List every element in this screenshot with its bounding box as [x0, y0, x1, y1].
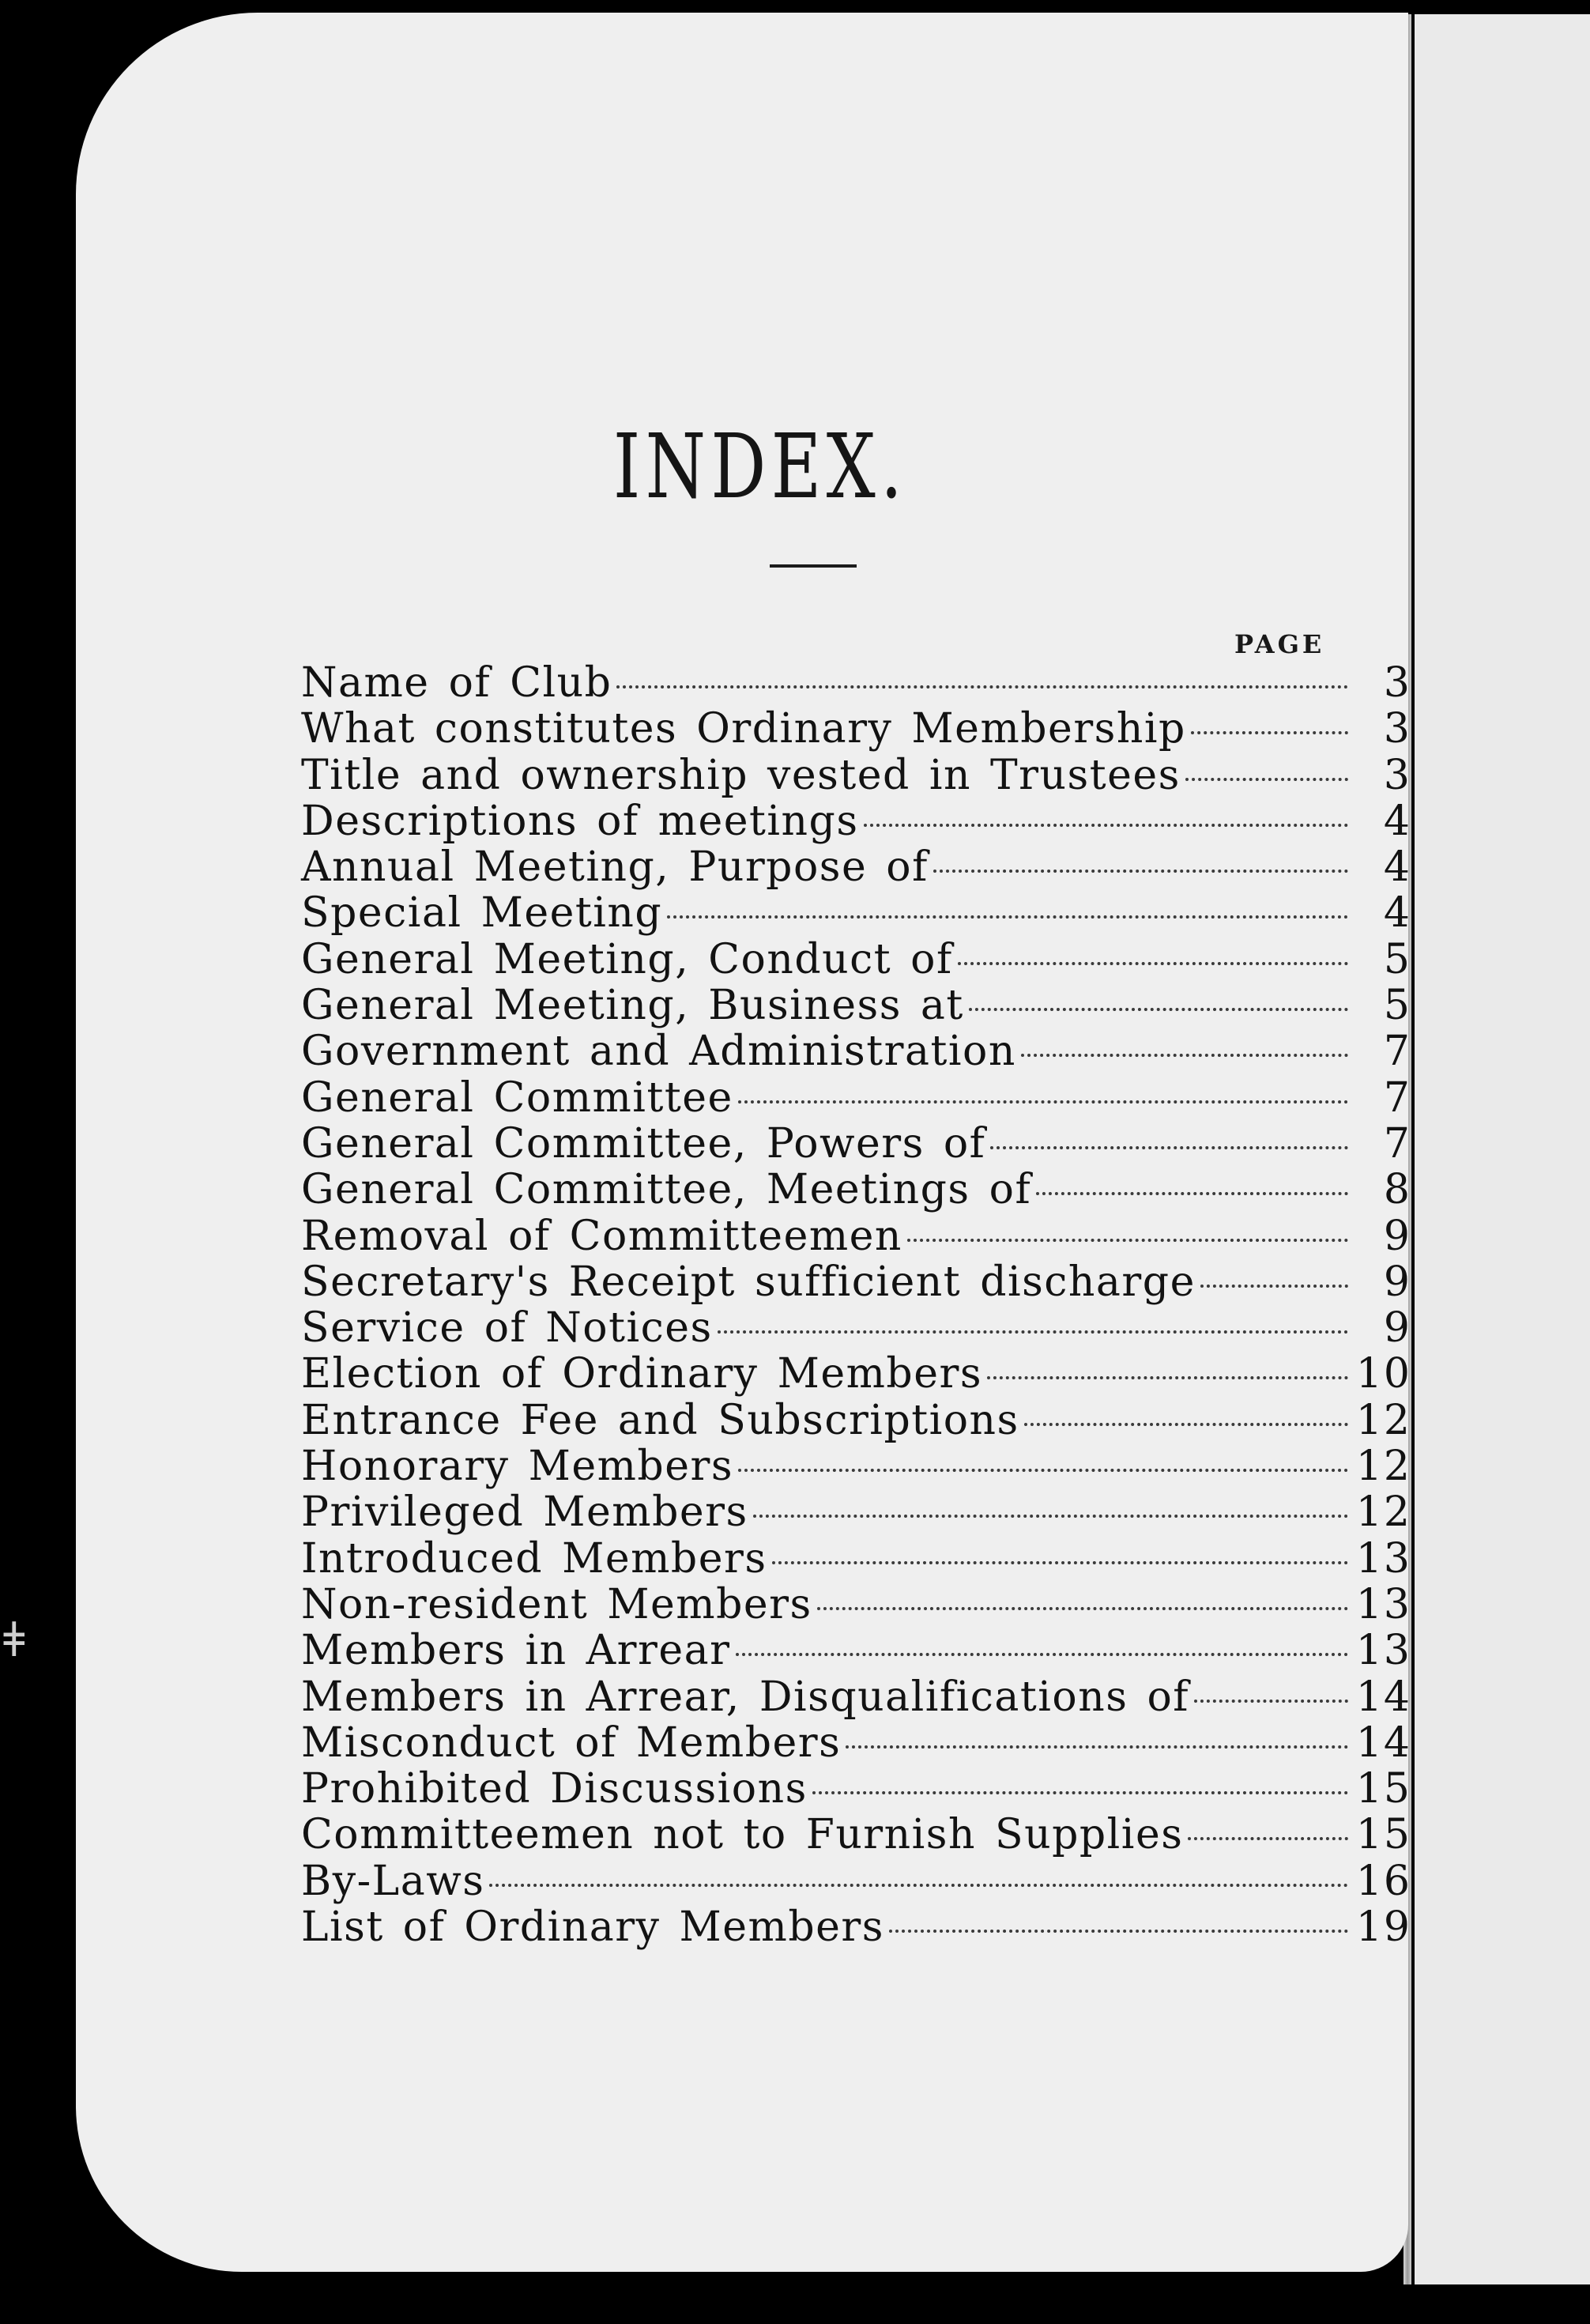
index-entry-label: General Meeting, Conduct of: [301, 935, 953, 983]
dot-leader: [1021, 1054, 1348, 1057]
dot-leader: [846, 1745, 1348, 1749]
index-entry-page: 9: [1383, 1258, 1411, 1306]
index-entry-label: By-Laws: [301, 1857, 485, 1905]
index-entry-page: 13: [1355, 1534, 1411, 1583]
index-entry-label: What constitutes Ordinary Membership: [301, 705, 1186, 753]
index-entry-page: 12: [1355, 1396, 1411, 1444]
index-entry-page: 16: [1355, 1857, 1411, 1905]
index-entry-page: 4: [1383, 843, 1411, 892]
dot-leader: [1194, 1700, 1348, 1703]
dot-leader: [1024, 1423, 1348, 1426]
index-entry-page: 15: [1355, 1811, 1411, 1859]
index-entry-label: Members in Arrear, Disqualifications of: [301, 1673, 1189, 1721]
index-entry-page: 9: [1383, 1304, 1411, 1353]
index-entry-label: Special Meeting: [301, 889, 663, 938]
index-entry-label: General Meeting, Business at: [301, 982, 964, 1030]
dot-leader: [616, 685, 1348, 689]
index-entry-page: 7: [1383, 1028, 1411, 1076]
index-entry: [301, 936, 1411, 982]
index-entry: [301, 843, 1411, 892]
index-entry-page: 15: [1355, 1765, 1411, 1813]
index-entry: [301, 1350, 1411, 1396]
edge-mark: ǂ: [3, 1613, 25, 1668]
dot-leader: [738, 1100, 1348, 1104]
index-entry-page: 12: [1355, 1488, 1411, 1537]
index-entry-label: Removal of Committeemen: [301, 1212, 902, 1260]
index-entry-label: Annual Meeting, Purpose of: [301, 843, 929, 892]
index-entry-label: Service of Notices: [301, 1304, 713, 1353]
index-entry: [301, 1858, 1411, 1903]
index-entry-page: 3: [1383, 751, 1411, 799]
index-entry: [301, 1673, 1411, 1719]
index-entry-page: 4: [1383, 797, 1411, 845]
index-entry-page: 14: [1355, 1718, 1411, 1767]
page-title: INDEX.: [612, 416, 908, 519]
index-entry-label: Title and ownership vested in Trustees: [301, 751, 1181, 799]
index-entry: [301, 1581, 1411, 1627]
page-column-heading: PAGE: [1234, 629, 1325, 659]
index-entry-page: 12: [1355, 1443, 1411, 1491]
index-entry: [301, 1765, 1411, 1811]
dot-leader: [1188, 1837, 1347, 1840]
index-entry-page: 7: [1383, 1073, 1411, 1122]
dot-leader: [864, 824, 1348, 827]
index-entry-label: Descriptions of meetings: [301, 797, 859, 845]
facing-page: [1415, 14, 1590, 2284]
dot-leader: [969, 1008, 1348, 1011]
index-entry: [301, 1719, 1411, 1765]
dot-leader: [738, 1469, 1348, 1472]
dot-leader: [736, 1653, 1348, 1656]
index-entry: [301, 982, 1411, 1028]
index-entry-page: 8: [1383, 1166, 1411, 1214]
dot-leader: [753, 1515, 1348, 1518]
dot-leader: [987, 1376, 1348, 1379]
index-entry-label: Election of Ordinary Members: [301, 1350, 983, 1398]
index-entry: [301, 1535, 1411, 1581]
index-entry: [301, 1811, 1411, 1857]
dot-leader: [889, 1930, 1348, 1933]
dot-leader: [958, 962, 1348, 965]
index-entry: [301, 889, 1411, 938]
index-page: [76, 13, 1411, 2272]
index-entry: [301, 1304, 1411, 1353]
index-entry-page: 5: [1383, 982, 1411, 1030]
index-entry: [301, 1213, 1411, 1258]
dot-leader: [817, 1607, 1348, 1610]
index-entry: [301, 1627, 1411, 1673]
index-entry-label: Entrance Fee and Subscriptions: [301, 1396, 1019, 1444]
index-entry: [301, 1028, 1411, 1076]
index-entry: [301, 1397, 1411, 1443]
index-entry-page: 13: [1355, 1580, 1411, 1628]
index-entry-label: Government and Administration: [301, 1028, 1016, 1076]
dot-leader: [772, 1561, 1348, 1564]
index-entry-label: Committeemen not to Furnish Supplies: [301, 1811, 1184, 1859]
index-list: [301, 659, 1411, 1952]
index-entry: [301, 752, 1411, 798]
index-entry-label: Honorary Members: [301, 1443, 734, 1491]
index-entry: [301, 1258, 1411, 1304]
index-entry-page: 7: [1383, 1119, 1411, 1168]
index-entry-label: General Committee, Meetings of: [301, 1166, 1032, 1214]
index-entry-label: General Committee: [301, 1073, 733, 1122]
dot-leader: [667, 915, 1348, 919]
index-entry-page: 3: [1383, 659, 1411, 707]
index-entry: [301, 1120, 1411, 1166]
index-entry-page: 10: [1355, 1350, 1411, 1398]
index-entry-page: 3: [1383, 705, 1411, 753]
dot-leader: [907, 1239, 1348, 1242]
index-entry-label: Members in Arrear: [301, 1627, 731, 1675]
index-entry: [301, 1166, 1411, 1212]
dot-leader: [812, 1791, 1348, 1794]
index-entry-label: General Committee, Powers of: [301, 1119, 986, 1168]
index-entry: [301, 1903, 1411, 1952]
index-entry: [301, 659, 1411, 705]
index-entry-label: Prohibited Discussions: [301, 1765, 808, 1813]
index-entry-page: 14: [1355, 1673, 1411, 1721]
index-entry: [301, 798, 1411, 843]
index-entry-page: 5: [1383, 935, 1411, 983]
title-rule: [770, 564, 857, 568]
index-entry: [301, 705, 1411, 751]
index-entry-page: 19: [1355, 1903, 1411, 1952]
index-entry: [301, 1488, 1411, 1537]
index-entry-label: Introduced Members: [301, 1534, 767, 1583]
index-entry: [301, 1074, 1411, 1120]
index-entry-page: 9: [1383, 1212, 1411, 1260]
dot-leader: [489, 1884, 1347, 1887]
index-entry-label: Secretary's Receipt sufficient discharge: [301, 1258, 1196, 1306]
dot-leader: [990, 1146, 1348, 1149]
dot-leader: [718, 1330, 1348, 1334]
index-entry: [301, 1443, 1411, 1491]
index-entry-label: List of Ordinary Members: [301, 1903, 884, 1952]
dot-leader: [933, 870, 1348, 873]
dot-leader: [1200, 1285, 1348, 1288]
index-entry-page: 13: [1355, 1627, 1411, 1675]
index-entry-label: Name of Club: [301, 659, 612, 707]
index-entry-label: Privileged Members: [301, 1488, 748, 1537]
index-entry-label: Misconduct of Members: [301, 1718, 842, 1767]
dot-leader: [1185, 778, 1348, 781]
index-entry-label: Non-resident Members: [301, 1580, 812, 1628]
index-entry-page: 4: [1383, 889, 1411, 938]
dot-leader: [1036, 1192, 1348, 1195]
dot-leader: [1191, 731, 1348, 734]
